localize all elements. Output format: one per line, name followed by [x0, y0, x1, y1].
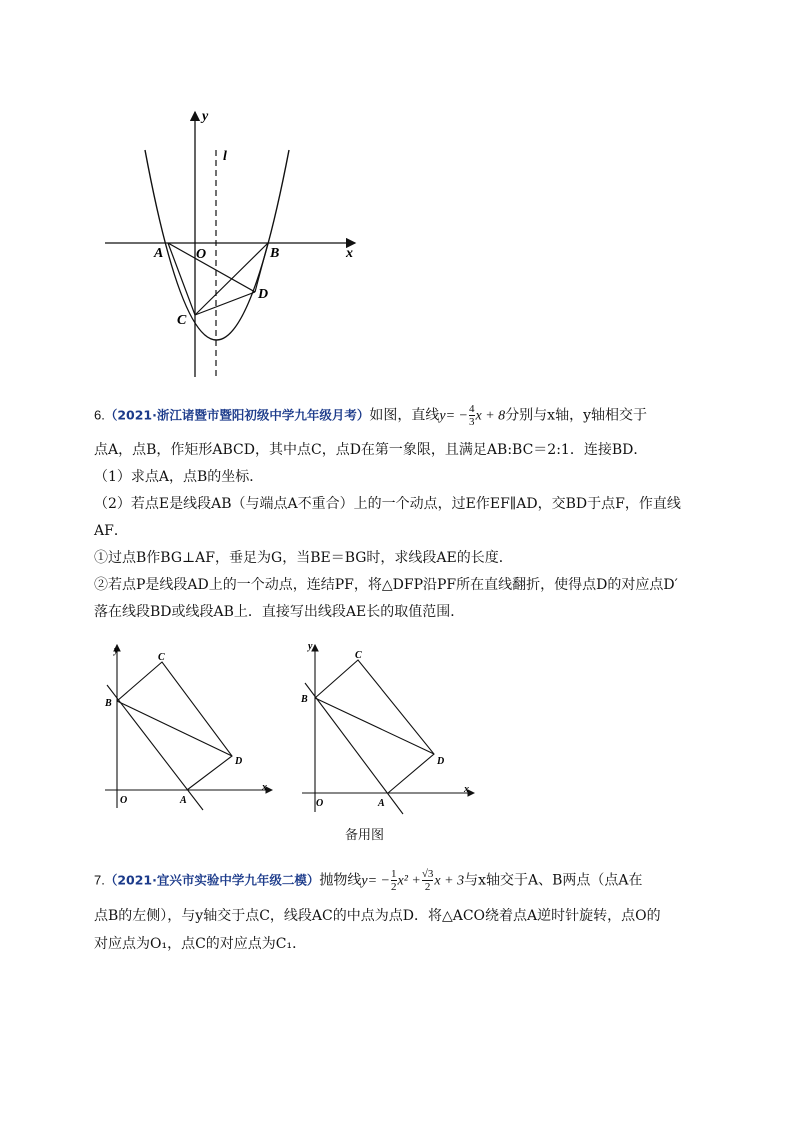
segment-BD	[255, 243, 268, 292]
rectangle-figure-main	[100, 640, 280, 830]
problem7-line2: 点B的左侧），与y轴交于点C，线段AC的中点为点D．将△ACO绕着点A逆时针旋转，点O的	[94, 908, 661, 924]
label-C: C	[177, 313, 187, 328]
segment-AC	[168, 243, 195, 315]
label-A: A	[154, 246, 164, 261]
rectangle-ABCD	[117, 662, 232, 790]
label-y: y	[202, 109, 209, 124]
backup-figure-caption: 备用图	[345, 828, 385, 843]
problem6-question2-line1: （2）若点E是线段AB（与端点A不重合）上的一个动点，过E作EF∥AD，交BD于点F，作直线	[94, 496, 681, 512]
segment-AD	[168, 243, 255, 292]
rectangle-figure-backup	[298, 640, 483, 830]
label-B: B	[270, 246, 280, 261]
label-y: y	[308, 641, 313, 652]
problem6-source: （2021·浙江诸暨市暨阳初级中学九年级月考）	[104, 407, 370, 423]
label-C: C	[158, 652, 165, 663]
line-AB-extended	[305, 683, 403, 814]
problem6-line2: 点A，点B，作矩形ABCD，其中点C，点D在第一象限，且满足AB:BC＝2:1．连接BD．	[94, 442, 648, 458]
fraction-1-2: $\frac{1}{2}$	[391, 868, 397, 893]
label-D: D	[235, 756, 243, 767]
label-A: A	[180, 795, 187, 806]
label-l: l	[223, 149, 227, 164]
label-x: x	[262, 782, 267, 793]
problem6-question1: （1）求点A，点B的坐标．	[94, 469, 264, 485]
label-O: O	[196, 247, 207, 262]
diagonal-BD	[117, 701, 232, 756]
problem6-sub2-line1: ②若点P是线段AD上的一个动点，连结PF，将△DFP沿PF所在直线翻折，使得点D的对应点D′	[94, 577, 678, 593]
segment-CD	[195, 292, 255, 315]
label-x: x	[464, 784, 469, 795]
label-D: D	[437, 756, 445, 767]
problem6-line1: 6.（2021·浙江诸暨市暨阳初级中学九年级月考）如图，直线y= − $\frac{4}{3}$ x + 8分别与x轴，y轴相交于	[94, 403, 647, 428]
problem7-line1: 7.（2021·宜兴市实验中学九年级二模）抛物线y= − $\frac{1}{2}$ x² + $\frac{√3}{2}$ x + 3与x轴交于A、B两点（点A在	[94, 868, 643, 893]
label-O: O	[120, 795, 128, 806]
label-C: C	[355, 650, 362, 661]
label-y: y	[114, 645, 119, 656]
diagonal-BD	[315, 698, 434, 754]
problem7-line3: 对应点为O₁，点C的对应点为C₁．	[94, 936, 307, 952]
problem6-sub2-line2: 落在线段BD或线段AB上．直接写出线段AE长的取值范围．	[94, 604, 465, 620]
label-B: B	[105, 698, 112, 709]
problem6-question2-line2: AF．	[94, 523, 128, 539]
problem7-source: （2021·宜兴市实验中学九年级二模）	[104, 872, 320, 888]
label-x: x	[346, 246, 353, 261]
line-AB-extended	[107, 685, 203, 810]
label-O: O	[316, 798, 324, 809]
label-D: D	[258, 287, 269, 302]
label-B: B	[301, 694, 308, 705]
parabola-figure	[100, 100, 370, 390]
fraction-4-3: $\frac{4}{3}$	[469, 403, 475, 428]
label-A: A	[378, 798, 385, 809]
fraction-sqrt3-2: $\frac{√3}{2}$	[421, 868, 434, 893]
problem6-sub1: ①过点B作BG⊥AF，垂足为G，当BE＝BG时，求线段AE的长度．	[94, 550, 513, 566]
